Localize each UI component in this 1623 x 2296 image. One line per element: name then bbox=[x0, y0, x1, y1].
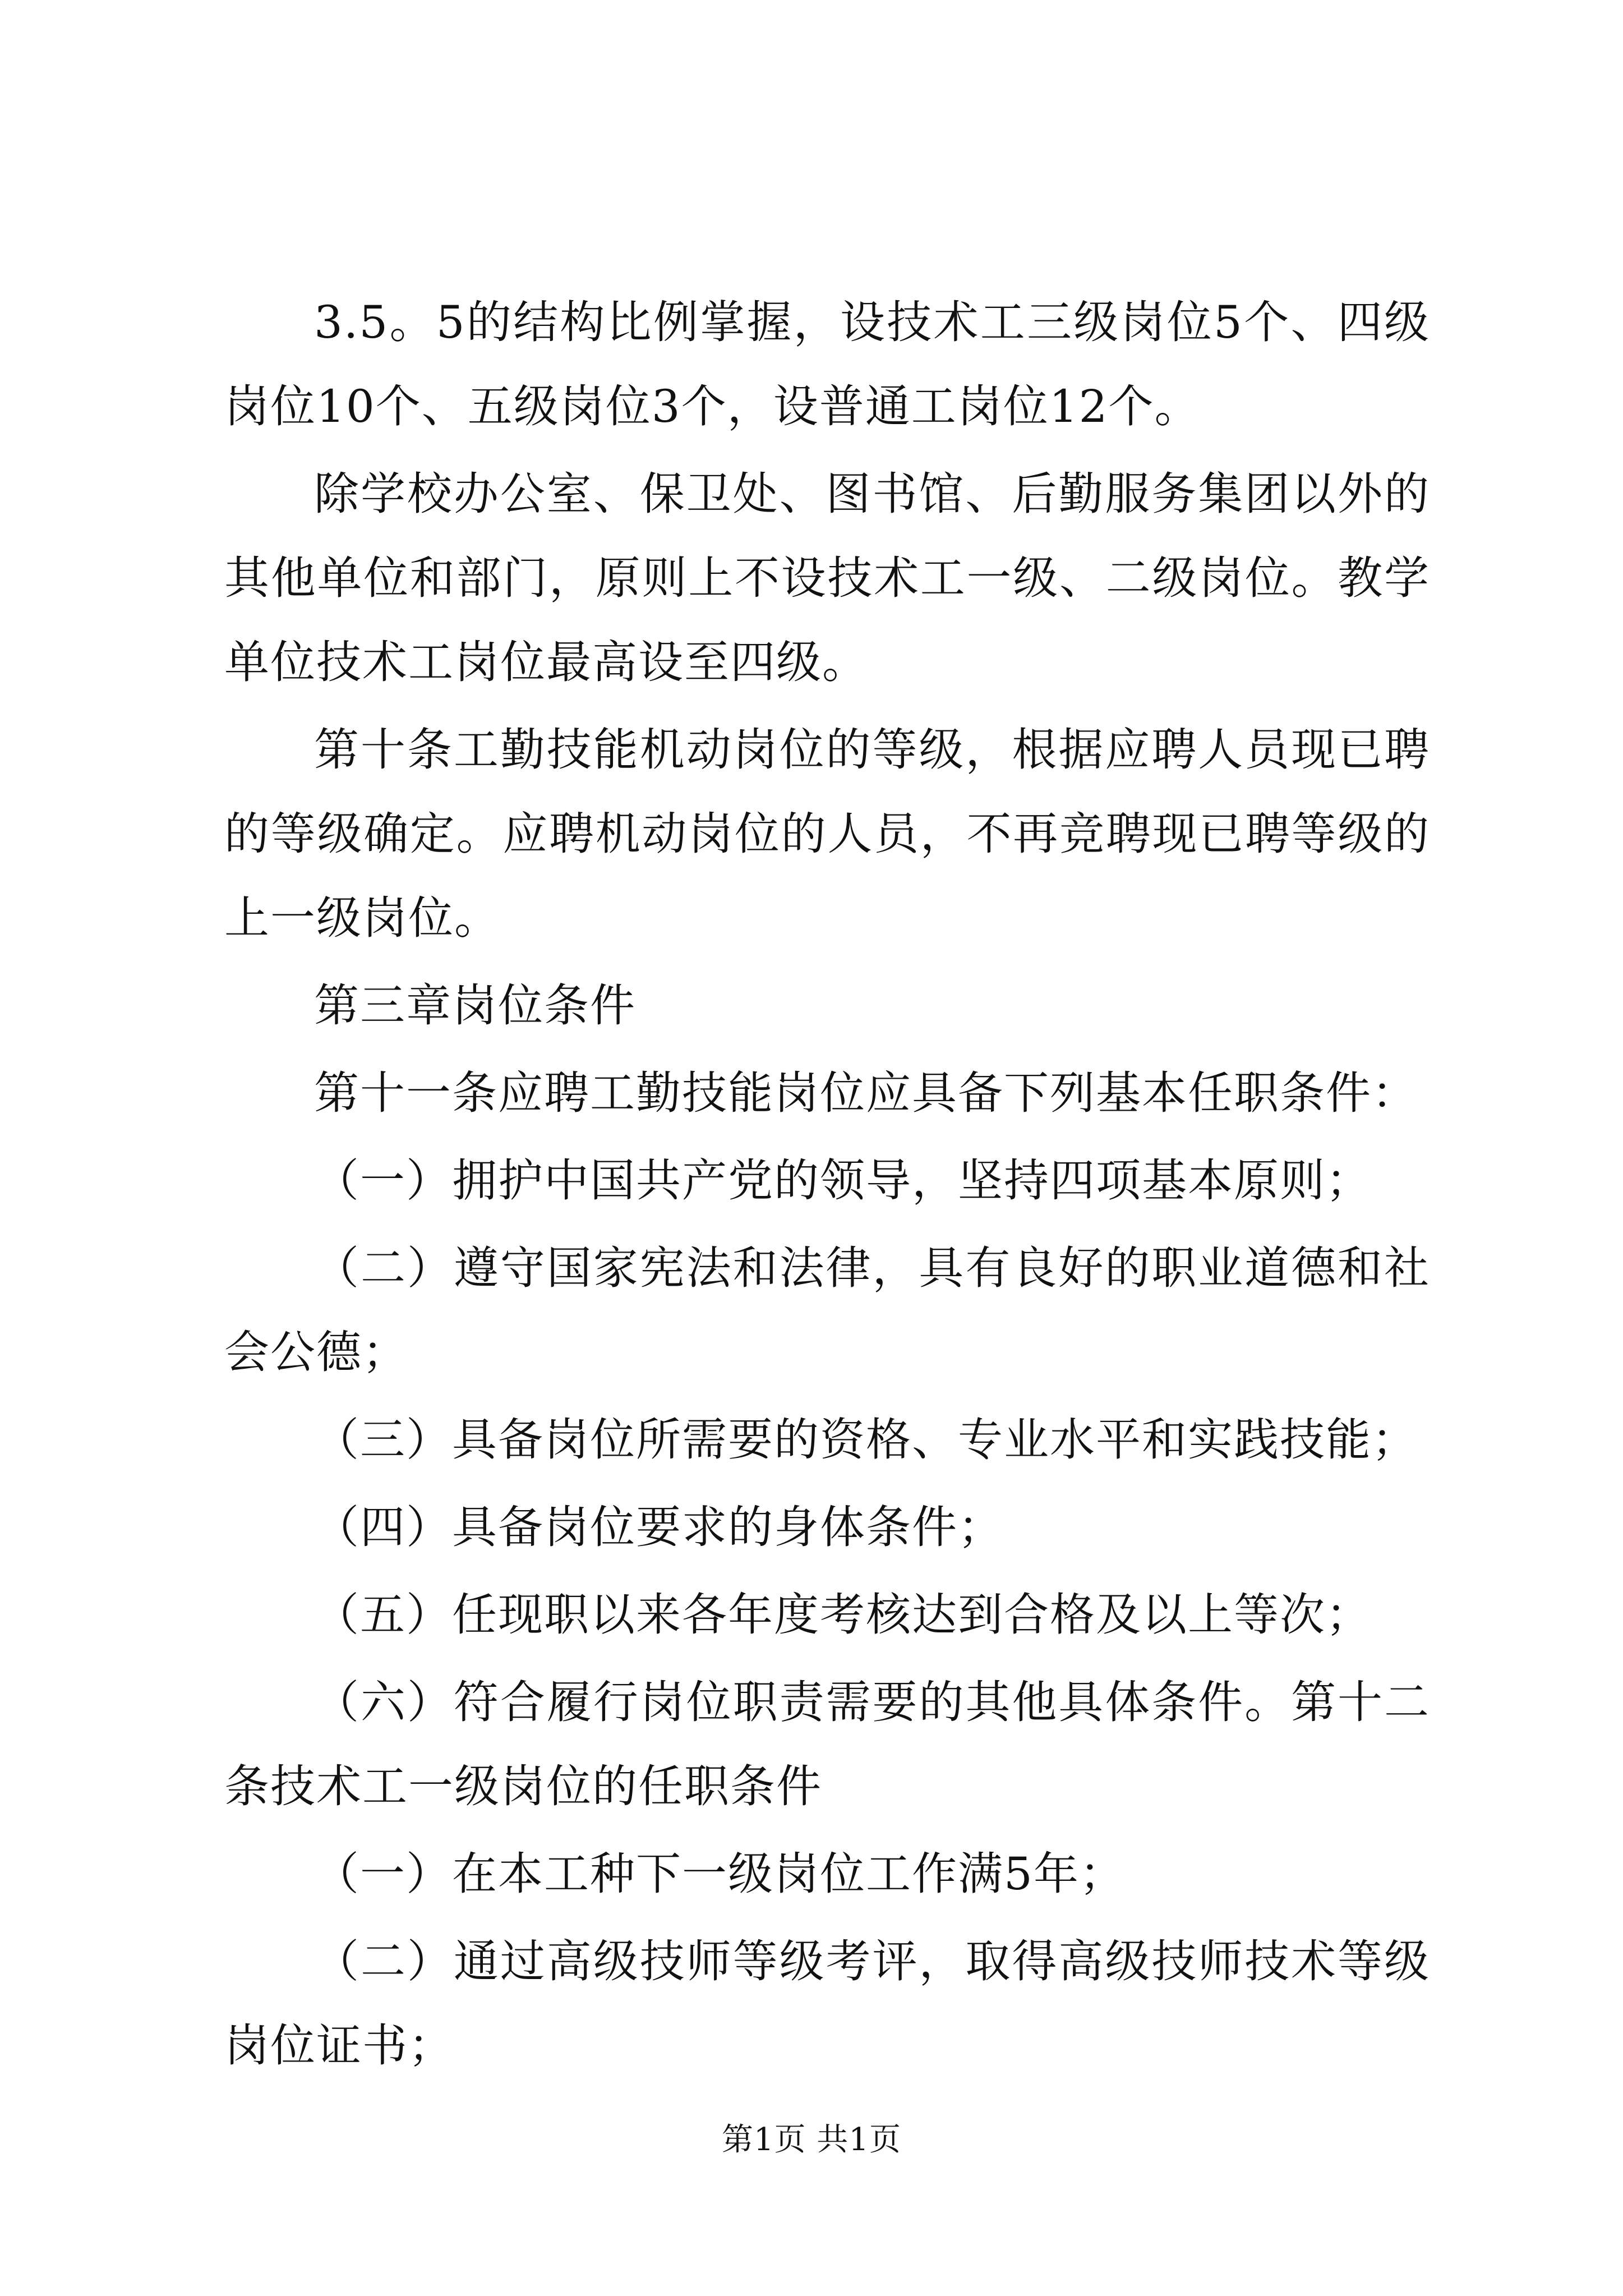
chapter-heading-3: 第三章岗位条件 bbox=[314, 979, 636, 1032]
list-item-1: （一）拥护中国共产党的领导，坚持四项基本原则； bbox=[314, 1154, 1372, 1207]
list-item-4: （四）具备岗位要求的身体条件； bbox=[314, 1501, 1004, 1553]
article-12-item-1: （一）在本工种下一级岗位工作满5年； bbox=[314, 1848, 1126, 1900]
page-footer: 第1页 共1页 bbox=[721, 2122, 902, 2158]
list-item-5: （五）任现职以来各年度考核达到合格及以上等次； bbox=[314, 1589, 1372, 1641]
document-body bbox=[224, 280, 1430, 2088]
list-item-6: （六）符合履行岗位职责需要的其他具体条件。第十二条技术工一级岗位的任职条件 bbox=[224, 1676, 1430, 1812]
list-item-3: （三）具备岗位所需要的资格、专业水平和实践技能； bbox=[314, 1414, 1418, 1466]
paragraph-article-10: 第十条工勤技能机动岗位的等级，根据应聘人员现已聘的等级确定。应聘机动岗位的人员，不再竞聘现已聘等级的上一级岗位。 bbox=[224, 724, 1430, 944]
paragraph-article-11: 第十一条应聘工勤技能岗位应具备下列基本任职条件： bbox=[314, 1067, 1418, 1119]
paragraph-department-rule: 除学校办公室、保卫处、图书馆、后勤服务集团以外的其他单位和部门，原则上不设技术工一级、二级岗位。教学单位技术工岗位最高设至四级。 bbox=[224, 468, 1430, 688]
article-12-item-2: （二）通过高级技师等级考评，取得高级技师技术等级岗位证书； bbox=[224, 1935, 1430, 2072]
paragraph-structure-ratio: 3.5。5的结构比例掌握，设技术工三级岗位5个、四级岗位10个、五级岗位3个，设普通工岗位12个。 bbox=[224, 296, 1430, 432]
list-item-2: （二）遵守国家宪法和法律，具有良好的职业道德和社会公德； bbox=[224, 1242, 1430, 1378]
